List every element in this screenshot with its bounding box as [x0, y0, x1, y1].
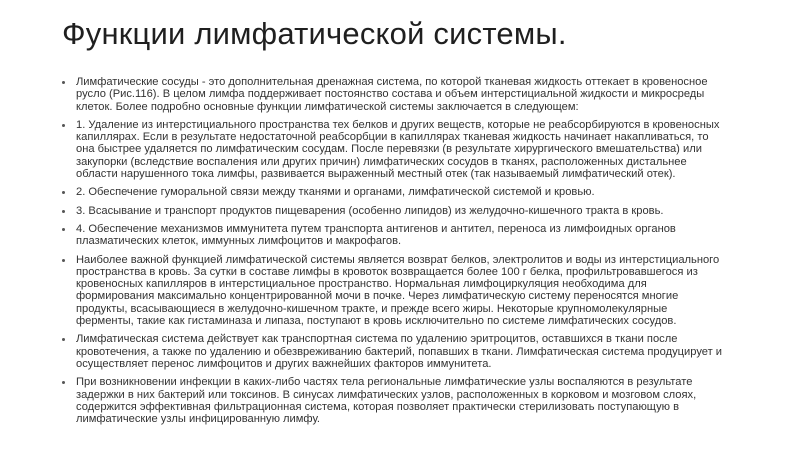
bullet-transport-system: Лимфатическая система действует как транспортная система по удалению эритроцитов, оставшихся в ткани после кровотечения, а также по удалению и обезвреживанию бактерий, попавших в ткани. Лимфатическая система продуцирует и осуществляет перенос лимфоцитов и других важнейших факторов иммунитета. — [62, 333, 727, 370]
bullet-function-2: 2. Обеспечение гуморальной связи между тканями и органами, лимфатической системой и кровью. — [62, 186, 727, 198]
bullet-function-4: 4. Обеспечение механизмов иммунитета путем транспорта антигенов и антител, переноса из лимфоидных органов плазматических клеток, иммунных лимфоцитов и макрофагов. — [62, 223, 727, 248]
bullet-protein-return: Наиболее важной функцией лимфатической системы является возврат белков, электролитов и воды из интерстициального пространства в кровь. За сутки в составе лимфы в кровоток возвращается более 100 г белка, профильтровавшегося из кровеносных капилляров в интерстициальное пространство. Нормальная лимфоциркуляция необходима для формирования максимально концентрированной мочи в почке. Через лимфатическую систему переносятся многие продукты, всасывающиеся в желудочно-кишечном тракте, и прежде всего жиры. Некоторые крупномолекулярные ферменты, такие как гистаминаза и липаза, поступают в кровь исключительно по системе лимфатических сосудов. — [62, 254, 727, 328]
bullet-infection: При возникновении инфекции в каких-либо частях тела региональные лимфатические узлы воспаляются в результате задержки в них бактерий или токсинов. В синусах лимфатических узлов, расположенных в корковом и мозговом слоях, содержится эффективная фильтрационная система, которая позволяет практически стерилизовать поступающую в лимфатические узлы инфицированную лимфу. — [62, 376, 727, 425]
bullet-function-1: 1. Удаление из интерстициального пространства тех белков и других веществ, которые не реабсорбируются в кровеносных капиллярах. Если в результате недостаточной реабсорбции в капиллярах тканевая жидкость начинает накапливаться, то она быстрее удаляется по лимфатическим сосудам. После перевязки (в результате хирургического вмешательства) или закупорки (вследствие воспаления или других причин) лимфатических сосудов в тканях, расположенных дистальнее области нарушенного тока лимфы, развивается выраженный местный отек (так называемый лимфатический отек). — [62, 119, 727, 180]
bullet-function-3: 3. Всасывание и транспорт продуктов пищеварения (особенно липидов) из желудочно-кишечного тракта в кровь. — [62, 205, 727, 217]
bullet-intro: Лимфатические сосуды - это дополнительная дренажная система, по которой тканевая жидкость оттекает в кровеносное русло (Рис.116). В целом лимфа поддерживает постоянство состава и объем интерстициальной жидкости и микросреды клеток. Более подробно основные функции лимфатической системы заключается в следующем: — [62, 76, 727, 113]
slide-content — [62, 76, 727, 431]
slide-title: Функции лимфатической системы. — [62, 16, 567, 51]
bullet-list — [62, 76, 727, 425]
